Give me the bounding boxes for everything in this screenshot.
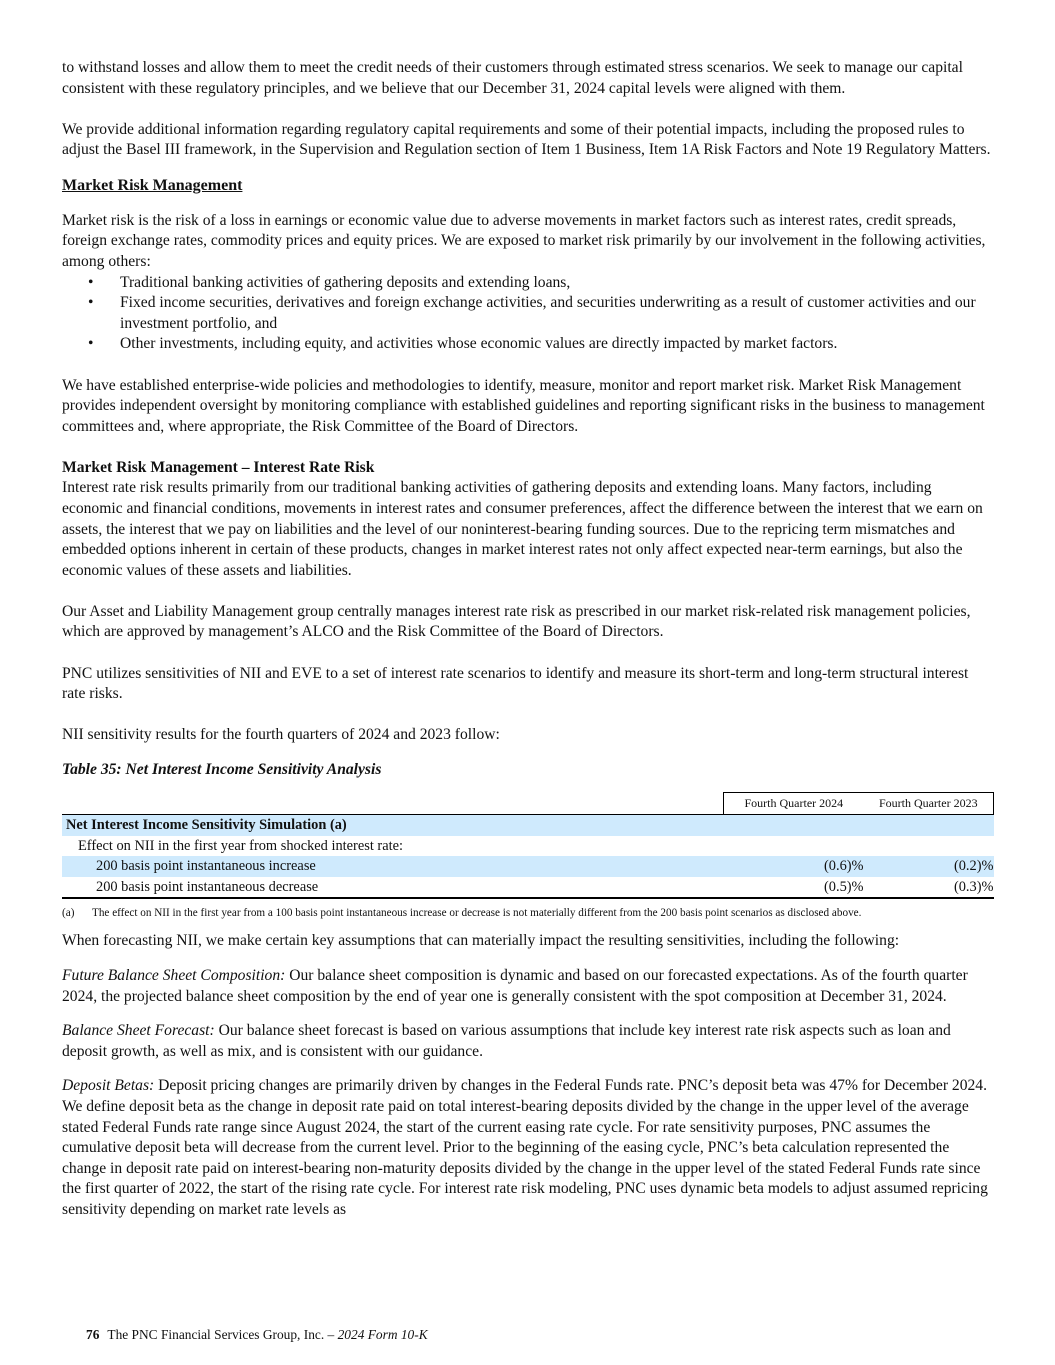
paragraph-nii-intro: NII sensitivity results for the fourth quarters of 2024 and 2023 follow: [62,726,500,744]
footnote-text: The effect on NII in the first year from a 100 basis point instantaneous increase or decrease is not materially different from the 200 basis point scenarios as disclosed above. [92,907,862,920]
list-item-text: Other investments, including equity, and activities whose economic values are directly impacted by market factors. [120,335,838,353]
paragraph-policies: We have established enterprise-wide policies and methodologies to identify, measure, monitor and report market risk. Market Risk Management provides independent oversight by monitoring compliance with established guidelines and reporting significant risks in the business to management committees and, where appropriate, the Risk Committee of the Board of Directors. [62,376,985,435]
paragraph-key-assumptions: When forecasting NII, we make certain key assumptions that can materially impact the resulting sensitivities, including the following: [62,932,900,950]
subheading-label: Effect on NII in the first year from shocked interest rate: [78,837,403,854]
row-label: 200 basis point instantaneous decrease [62,877,724,899]
footer-company: The PNC Financial Services Group, Inc. – [107,1327,335,1342]
text-balance-sheet-forecast: Our balance sheet forecast is based on various assumptions that include key interest rate risk aspects such as loan and deposit growth, as well as mix, and is consistent with our guidance. [62,1022,951,1060]
paragraph-interest-rate-risk: Interest rate risk results primarily from our traditional banking activities of gathering deposits and extending loans. Many factors, including economic and financial conditions, movements in interest rates and consumer preferences, affect the difference between the interest that we earn on assets, the interest that we pay on liabilities and the level of our noninterest-bearing funding sources. Due to the repricing term mismatches and embedded options inherent in certain of these products, changes in market interest rates not only affect expected near-term earnings, but also the economic values of these assets and liabilities. [62,479,983,579]
heading-market-risk-management: Market Risk Management [62,176,243,194]
text-future-balance-sheet: Our balance sheet composition is dynamic and based on our forecasted expectations. As of the fourth quarter 2024, the projected balance sheet composition by the end of year one is generally consistent with the spot composition at December 31, 2024. [62,967,968,1005]
paragraph-regulatory-info: We provide additional information regarding regulatory capital requirements and some of their potential impacts, including the proposed rules to adjust the Basel III framework, in the Supervision and Regulation section of Item 1 Business, Item 1A Risk Factors and Note 19 Regulatory Matters. [62,120,991,159]
section-label: Net Interest Income Sensitivity Simulation (a) [62,815,724,836]
column-header-q4-2023: Fourth Quarter 2023 [864,793,994,815]
list-item [62,293,994,334]
nii-sensitivity-table [62,792,994,899]
paragraph-future-balance-sheet [62,966,994,1007]
page-footer [86,1326,428,1344]
page-number: 76 [86,1327,100,1342]
column-header-q4-2024: Fourth Quarter 2024 [724,793,864,815]
value-q4-2024: (0.6)% [724,856,864,877]
paragraph-balance-sheet-forecast [62,1021,994,1062]
footer-form: 2024 Form 10-K [337,1327,428,1342]
text-deposit-betas: Deposit pricing changes are primarily driven by changes in the Federal Funds rate. PNC’s deposit beta was 47% for December 2024. We define deposit beta as the change in deposit rate paid on total interest-bearing deposits divided by the change in the upper level of the average stated Federal Funds rate range since August 2024, the start of the current easing rate cycle. For rate sensitivity purposes, PNC assumes the cumulative deposit beta will decrease from the current level. Prior to the beginning of the easing cycle, PNC’s beta calculation represented the change in deposit rate paid on interest-bearing non-maturity deposits divided by the change in the upper level of the stated Federal Funds rate since the first quarter of 2022, the start of the rising rate cycle. For interest rate risk modeling, PNC uses dynamic beta models to adjust assumed repricing sensitivity depending on market rate levels as [62,1077,988,1218]
table-header-row [62,793,994,815]
footnote-label: (a) [62,907,75,920]
activities-list [62,273,994,355]
bullet-icon: • [88,273,94,291]
paragraph-capital-stress: to withstand losses and allow them to meet the credit needs of their customers through estimated stress scenarios. We seek to manage our capital consistent with these regulatory principles, and we believe that our December 31, 2024 capital levels were aligned with them. [62,59,963,97]
paragraph-alm-group: Our Asset and Liability Management group centrally manages interest rate risk as prescribed in our market risk-related risk management policies, which are approved by management’s ALCO and the Risk Committee of the Board of Directors. [62,602,971,641]
paragraph-market-risk-definition: Market risk is the risk of a loss in earnings or economic value due to adverse movements in market factors such as interest rates, credit spreads, foreign exchange rates, commodity prices and equity prices. We are exposed to market risk primarily by our involvement in the following activities, among others: [62,211,986,271]
list-item [62,334,994,355]
value-q4-2024: (0.5)% [724,877,864,899]
label-future-balance-sheet: Future Balance Sheet Composition: [62,967,286,984]
paragraph-deposit-betas [62,1076,994,1220]
list-item [62,273,994,294]
table-row [62,877,994,899]
bullet-icon: • [88,335,94,353]
row-label: 200 basis point instantaneous increase [62,856,724,877]
table-subheading-row [62,836,994,857]
document-page [62,58,994,1221]
table-row [62,856,994,877]
value-q4-2023: (0.3)% [864,877,994,899]
list-item-text: Fixed income securities, derivatives and foreign exchange activities, and securities underwriting as a result of customer activities and our investment portfolio, and [120,294,976,332]
table-title: Table 35: Net Interest Income Sensitivity Analysis [62,760,382,778]
heading-interest-rate-risk: Market Risk Management – Interest Rate Risk [62,458,375,476]
table-section-row [62,815,994,836]
value-q4-2023: (0.2)% [864,856,994,877]
list-item-text: Traditional banking activities of gathering deposits and extending loans, [120,273,571,291]
label-deposit-betas: Deposit Betas: [62,1077,155,1095]
bullet-icon: • [88,294,94,312]
table-footnote [62,905,994,921]
label-balance-sheet-forecast: Balance Sheet Forecast: [62,1022,215,1040]
paragraph-sensitivities: PNC utilizes sensitivities of NII and EVE to a set of interest rate scenarios to identify and measure its short-term and long-term structural interest rate risks. [62,664,969,703]
